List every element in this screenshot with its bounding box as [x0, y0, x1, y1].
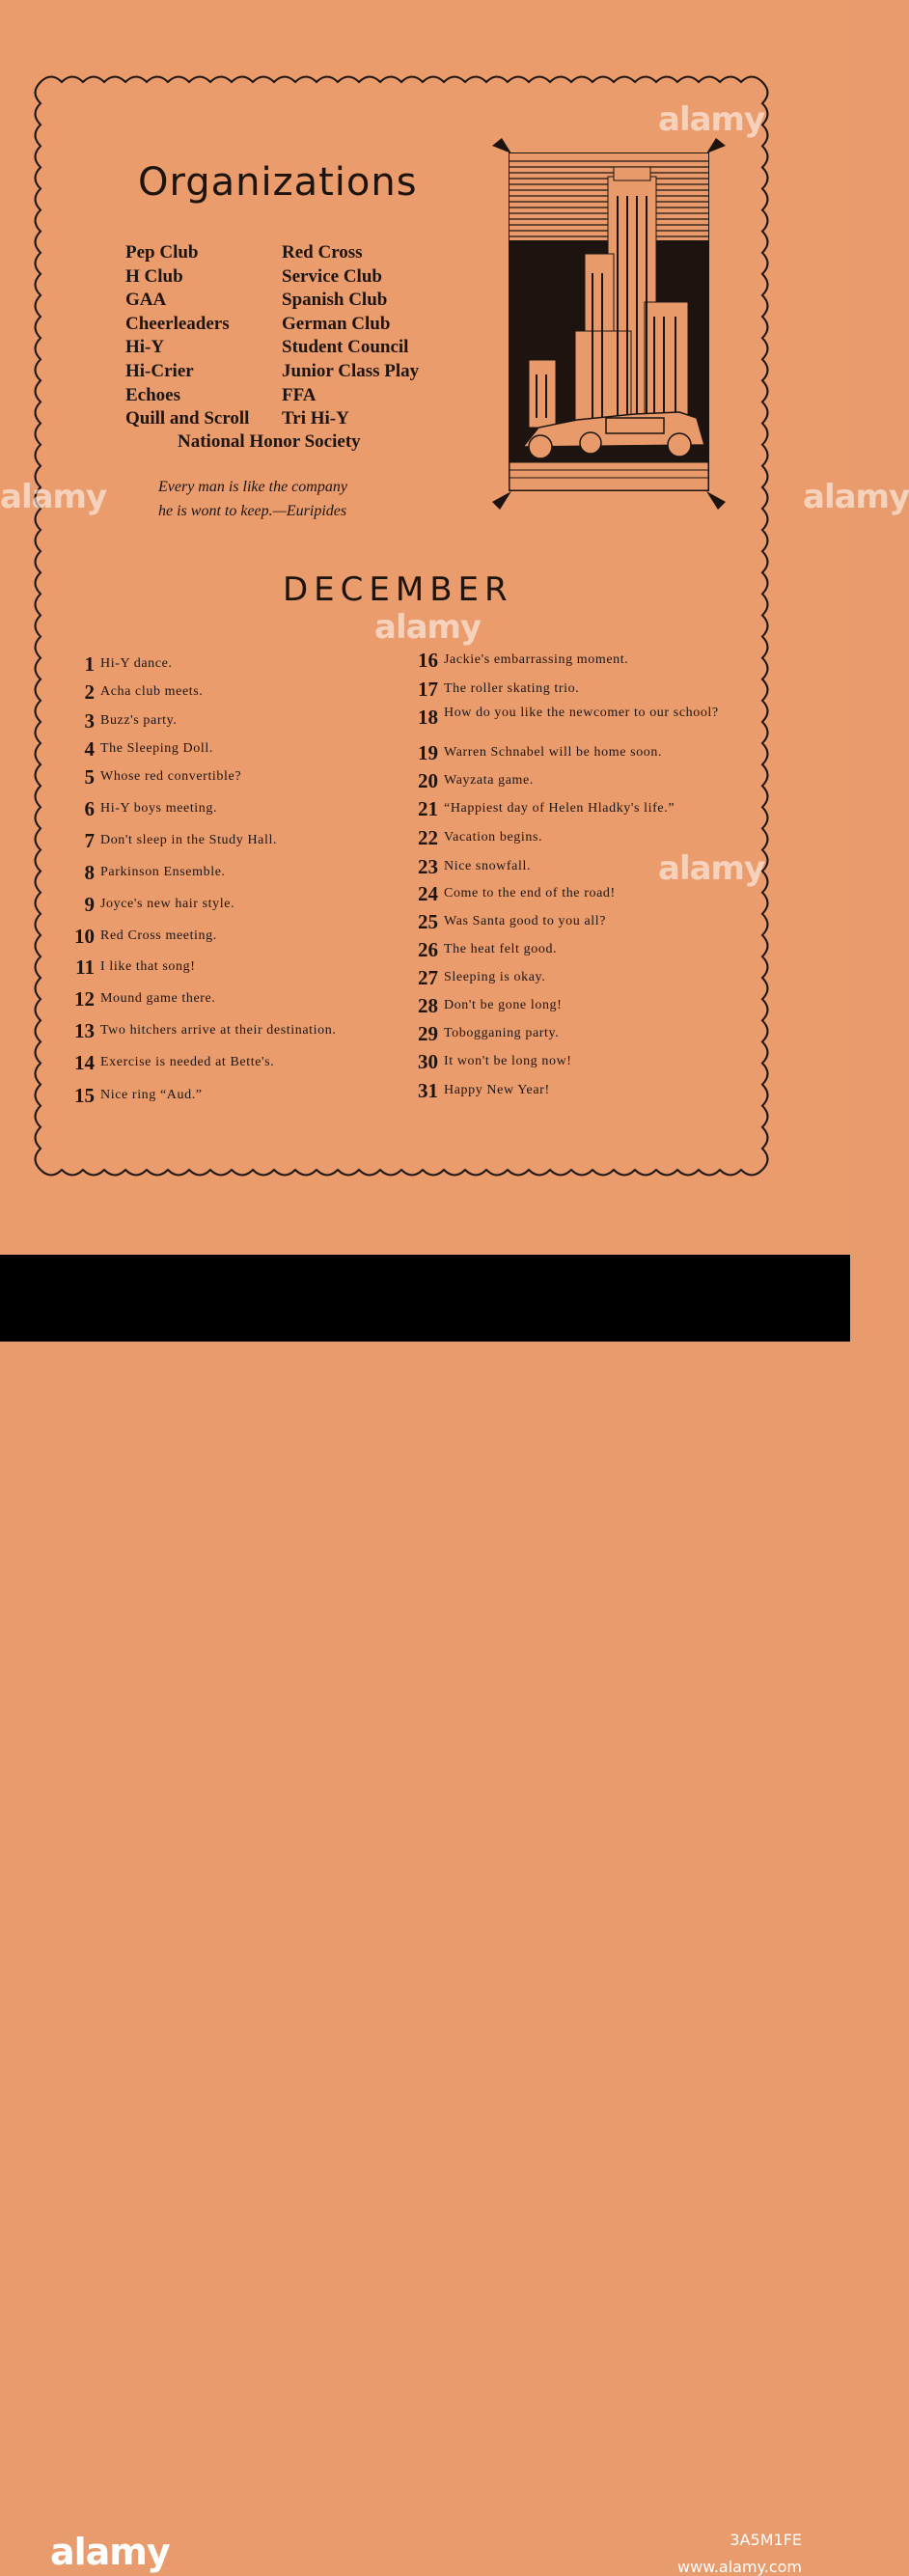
watermark: alamy — [658, 100, 765, 139]
day-number: 23 — [418, 855, 438, 878]
day-event: Nice ring “Aud.” — [100, 1088, 203, 1102]
day-number: 1 — [84, 652, 95, 676]
december-entry — [413, 994, 562, 1018]
day-event: Wayzata game. — [444, 773, 534, 788]
december-entry — [69, 956, 195, 980]
yearbook-page — [0, 0, 909, 1255]
day-number: 19 — [418, 741, 438, 764]
organization-item: Hi-Crier — [125, 360, 194, 381]
organization-national-honor-society: National Honor Society — [178, 431, 361, 452]
day-event: The heat felt good. — [444, 942, 558, 956]
december-entry — [69, 987, 215, 1011]
day-event: “Happiest day of Helen Hladky's life.” — [444, 801, 675, 816]
organization-item: Service Club — [282, 265, 382, 287]
day-number: 8 — [84, 861, 95, 884]
organization-item: Echoes — [125, 384, 180, 405]
december-entry — [69, 925, 217, 949]
december-entry — [413, 769, 534, 793]
watermark: alamy — [0, 478, 107, 516]
organization-item: Cheerleaders — [125, 313, 230, 334]
stock-footer — [0, 1255, 850, 2576]
quote-line-1: Every man is like the company — [158, 479, 347, 495]
organization-item: German Club — [282, 313, 391, 334]
december-entry — [69, 893, 234, 917]
day-event: Nice snowfall. — [444, 859, 532, 873]
december-entry — [69, 797, 217, 821]
organizations-column-1 — [125, 241, 249, 431]
december-entry — [69, 1019, 336, 1043]
day-number: 31 — [418, 1079, 438, 1102]
day-number: 12 — [74, 987, 95, 1011]
day-event: Acha club meets. — [100, 684, 204, 699]
day-number: 30 — [418, 1050, 438, 1073]
day-event: Hi-Y dance. — [100, 656, 173, 671]
december-entry — [69, 680, 203, 705]
december-entry — [69, 829, 277, 853]
december-entry — [413, 1079, 550, 1103]
quote-line-2: he is wont to keep.—Euripides — [158, 503, 347, 519]
december-entry — [69, 652, 173, 677]
day-number: 25 — [418, 910, 438, 933]
day-number: 14 — [74, 1051, 95, 1074]
organization-item: Junior Class Play — [282, 360, 420, 381]
day-event: Come to the end of the road! — [444, 886, 616, 900]
day-number: 22 — [418, 826, 438, 849]
december-entry — [413, 826, 542, 850]
december-entry — [69, 765, 241, 789]
day-event: Hi-Y boys meeting. — [100, 801, 218, 816]
december-entry — [413, 797, 675, 821]
organization-item: Hi-Y — [125, 337, 165, 358]
organization-item: H Club — [125, 265, 183, 287]
organizations-title: Organizations — [138, 160, 418, 205]
day-number: 27 — [418, 966, 438, 989]
december-entry — [413, 1022, 559, 1046]
euripides-quote — [158, 475, 347, 523]
day-event: Sleeping is okay. — [444, 970, 546, 984]
organization-item: Quill and Scroll — [125, 408, 250, 429]
day-event: Two hitchers arrive at their destination. — [100, 1023, 337, 1038]
day-event: Parkinson Ensemble. — [100, 865, 226, 879]
organizations-column-2 — [282, 241, 419, 431]
december-entry — [69, 709, 177, 734]
day-number: 5 — [84, 765, 95, 789]
december-entry — [413, 910, 606, 934]
day-event: Red Cross meeting. — [100, 928, 217, 943]
day-event: Don't sleep in the Study Hall. — [100, 833, 278, 847]
day-event: Mound game there. — [100, 991, 216, 1006]
day-event: Exercise is needed at Bette's. — [100, 1055, 275, 1069]
watermark: alamy — [803, 478, 909, 516]
day-number: 2 — [84, 680, 95, 704]
organization-item: GAA — [125, 290, 167, 311]
organization-item: Student Council — [282, 337, 409, 358]
december-entry — [413, 706, 739, 730]
day-number: 7 — [84, 829, 95, 852]
day-number: 6 — [84, 797, 95, 820]
day-event: How do you like the newcomer to our school? — [444, 706, 719, 720]
day-event: Vacation begins. — [444, 830, 543, 845]
day-number: 29 — [418, 1022, 438, 1045]
december-entry — [69, 1084, 203, 1108]
site-url[interactable]: www.alamy.com — [677, 2558, 802, 2576]
december-entry — [413, 882, 616, 906]
day-number: 18 — [418, 706, 438, 729]
day-event: Happy New Year! — [444, 1083, 550, 1097]
day-number: 15 — [74, 1084, 95, 1107]
day-number: 17 — [418, 678, 438, 701]
art-deco-city-car-illustration — [490, 138, 728, 510]
day-event: The Sleeping Doll. — [100, 741, 213, 756]
day-event: The roller skating trio. — [444, 681, 580, 696]
day-number: 3 — [84, 709, 95, 733]
december-entry — [69, 861, 226, 885]
watermark: alamy — [658, 849, 765, 888]
day-event: Tobogganing party. — [444, 1026, 560, 1040]
watermark: alamy — [374, 608, 482, 647]
organization-item: Tri Hi-Y — [282, 408, 349, 429]
day-number: 16 — [418, 649, 438, 672]
december-entry — [69, 737, 213, 762]
day-event: Was Santa good to you all? — [444, 914, 607, 928]
organization-item: FFA — [282, 384, 317, 405]
december-entry — [413, 649, 628, 673]
day-event: It won't be long now! — [444, 1054, 572, 1068]
organization-item: Red Cross — [282, 242, 363, 263]
day-event: Joyce's new hair style. — [100, 897, 235, 911]
day-event: Jackie's embarrassing moment. — [444, 652, 629, 667]
december-entry — [413, 741, 662, 765]
day-number: 11 — [75, 956, 95, 979]
december-entry — [413, 678, 579, 702]
organization-item: Pep Club — [125, 242, 199, 263]
december-entry — [69, 1051, 274, 1075]
organization-item: Spanish Club — [282, 290, 388, 311]
day-number: 21 — [418, 797, 438, 820]
december-entry — [413, 1050, 572, 1074]
day-number: 24 — [418, 882, 438, 905]
day-event: Warren Schnabel will be home soon. — [444, 745, 663, 760]
day-event: I like that song! — [100, 959, 196, 974]
day-number: 26 — [418, 938, 438, 961]
day-number: 28 — [418, 994, 438, 1017]
day-event: Whose red convertible? — [100, 769, 242, 784]
day-number: 20 — [418, 769, 438, 792]
alamy-logo[interactable]: alamy — [50, 2531, 170, 2573]
december-entry — [413, 938, 557, 962]
day-event: Buzz's party. — [100, 713, 178, 728]
day-number: 13 — [74, 1019, 95, 1042]
december-title: DECEMBER — [283, 570, 513, 609]
image-id: 3A5M1FE — [730, 2531, 802, 2549]
day-number: 10 — [74, 925, 95, 948]
december-entry — [413, 855, 531, 879]
day-event: Don't be gone long! — [444, 998, 563, 1012]
day-number: 4 — [84, 737, 95, 761]
day-number: 9 — [84, 893, 95, 916]
december-entry — [413, 966, 545, 990]
